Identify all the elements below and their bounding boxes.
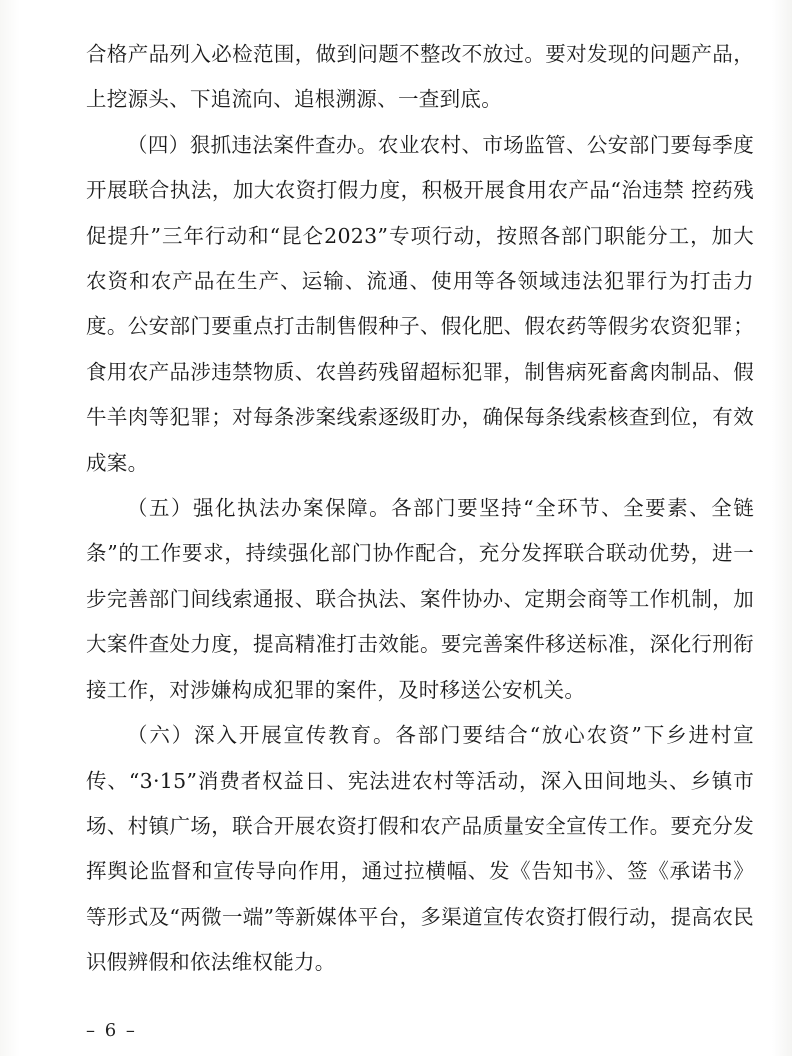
paragraph-section-4: （四）狠抓违法案件查办。农业农村、市场监管、公安部门要每季度开展联合执法，加大农资打假力度，积极开展食用农产品“治违禁 控药残 促提升”三年行动和“昆仑2023”专项行动，按照各部门职能分工，加大农资和农产品在生产、运输、流通、使用等各领域违法犯罪行为打击力度。公安部门要重点打击制售假种子、假化肥、假农药等假劣农资犯罪；食用农产品涉违禁物质、农兽药残留超标犯罪，制售病死畜禽肉制品、假牛羊肉等犯罪；对每条涉案线索逐级盯办，确保每条线索核查到位，有效成案。 [86, 132, 754, 475]
page-number: – 6 – [86, 1020, 137, 1041]
paragraph-section-5: （五）强化执法办案保障。各部门要坚持“全环节、全要素、全链条”的工作要求，持续强化部门协作配合，充分发挥联合联动优势，进一步完善部门间线索通报、联合执法、案件协办、定期会商等工作机制，加大案件查处力度，提高精准打击效能。要完善案件移送标准，深化行刑衔接工作，对涉嫌构成犯罪的案件，及时移送公安机关。 [86, 496, 754, 702]
paragraph-section-6: （六）深入开展宣传教育。各部门要结合“放心农资”下乡进村宣传、“3·15”消费者权益日、宪法进农村等活动，深入田间地头、乡镇市场、村镇广场，联合开展农资打假和农产品质量安全宣传工作。要充分发挥舆论监督和宣传导向作用，通过拉横幅、发《告知书》、签《承诺书》等形式及“两微一端”等新媒体平台，多渠道宣传农资打假行动，提高农民识假辨假和依法维权能力。 [86, 723, 754, 975]
paragraph-continuation: 合格产品列入必检范围，做到问题不整改不放过。要对发现的问题产品，上挖源头、下追流向、追根溯源、一查到底。 [86, 42, 754, 112]
